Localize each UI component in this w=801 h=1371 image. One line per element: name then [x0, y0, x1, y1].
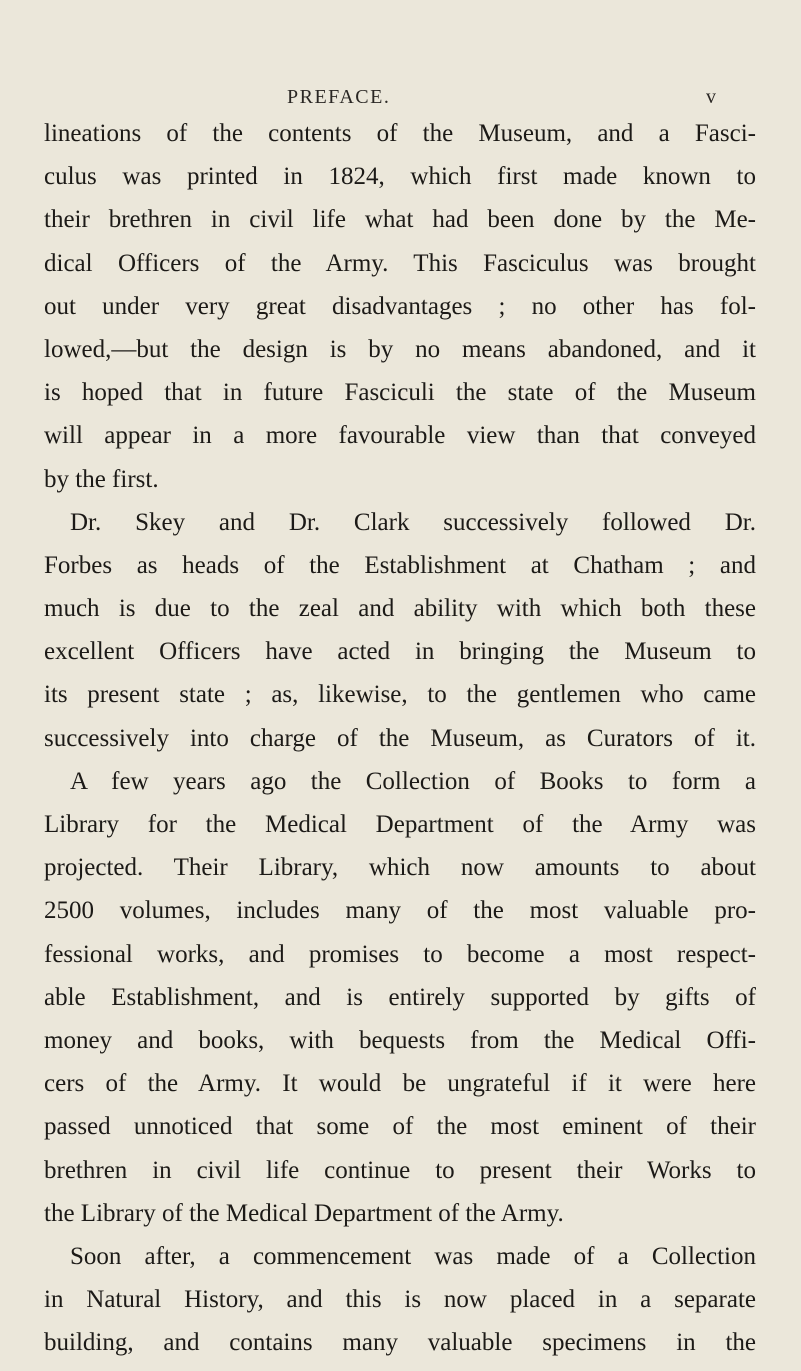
paragraph-start-line: Soon after, a commencement was made of a Collection	[70, 1242, 756, 1270]
text-line: fessional works, and promises to become a most respect-	[44, 940, 756, 968]
text-line: dical Officers of the Army. This Fasciculus was brought	[44, 249, 756, 277]
text-line: 2500 volumes, includes many of the most valuable pro-	[44, 897, 756, 925]
text-line: its present state ; as, likewise, to the gentlemen who came	[44, 681, 756, 709]
paragraph-start-line: A few years ago the Collection of Books to form a	[70, 767, 756, 795]
paragraph-end-line: by the first.	[44, 465, 159, 493]
text-line: Forbes as heads of the Establishment at Chatham ; and	[44, 551, 756, 579]
page-number: v	[706, 86, 716, 108]
text-line: is hoped that in future Fasciculi the state of the Museum	[44, 379, 756, 407]
text-line: out under very great disadvantages ; no other has fol-	[44, 292, 756, 320]
body-text	[44, 112, 756, 1364]
paragraph-end-line: successively into charge of the Museum, as Curators of it.	[44, 724, 756, 752]
running-head: PREFACE.	[287, 86, 391, 108]
text-line: will appear in a more favourable view than that conveyed	[44, 422, 756, 450]
text-line: money and books, with bequests from the Medical Offi-	[44, 1026, 756, 1054]
text-line: brethren in civil life continue to present their Works to	[44, 1156, 756, 1184]
text-line: able Establishment, and is entirely supported by gifts of	[44, 983, 756, 1011]
text-line: culus was printed in 1824, which first made known to	[44, 163, 756, 191]
text-line: lineations of the contents of the Museum, and a Fasci-	[44, 120, 756, 147]
text-line: in Natural History, and this is now placed in a separate	[44, 1286, 756, 1314]
text-line: passed unnoticed that some of the most eminent of their	[44, 1113, 756, 1141]
paragraph-end-line: the Library of the Medical Department of the Army.	[44, 1199, 564, 1227]
text-line: much is due to the zeal and ability with which both these	[44, 595, 756, 623]
text-line: cers of the Army. It would be ungrateful if it were here	[44, 1070, 756, 1098]
paragraph-start-line: Dr. Skey and Dr. Clark successively followed Dr.	[70, 508, 756, 536]
text-line: their brethren in civil life what had been done by the Me-	[44, 206, 756, 234]
text-line: building, and contains many valuable specimens in the	[44, 1329, 756, 1357]
text-line: lowed,—but the design is by no means abandoned, and it	[44, 335, 756, 363]
text-line: Library for the Medical Department of the Army was	[44, 811, 756, 838]
text-line: projected. Their Library, which now amounts to about	[44, 854, 756, 882]
text-line: excellent Officers have acted in bringing the Museum to	[44, 638, 756, 666]
